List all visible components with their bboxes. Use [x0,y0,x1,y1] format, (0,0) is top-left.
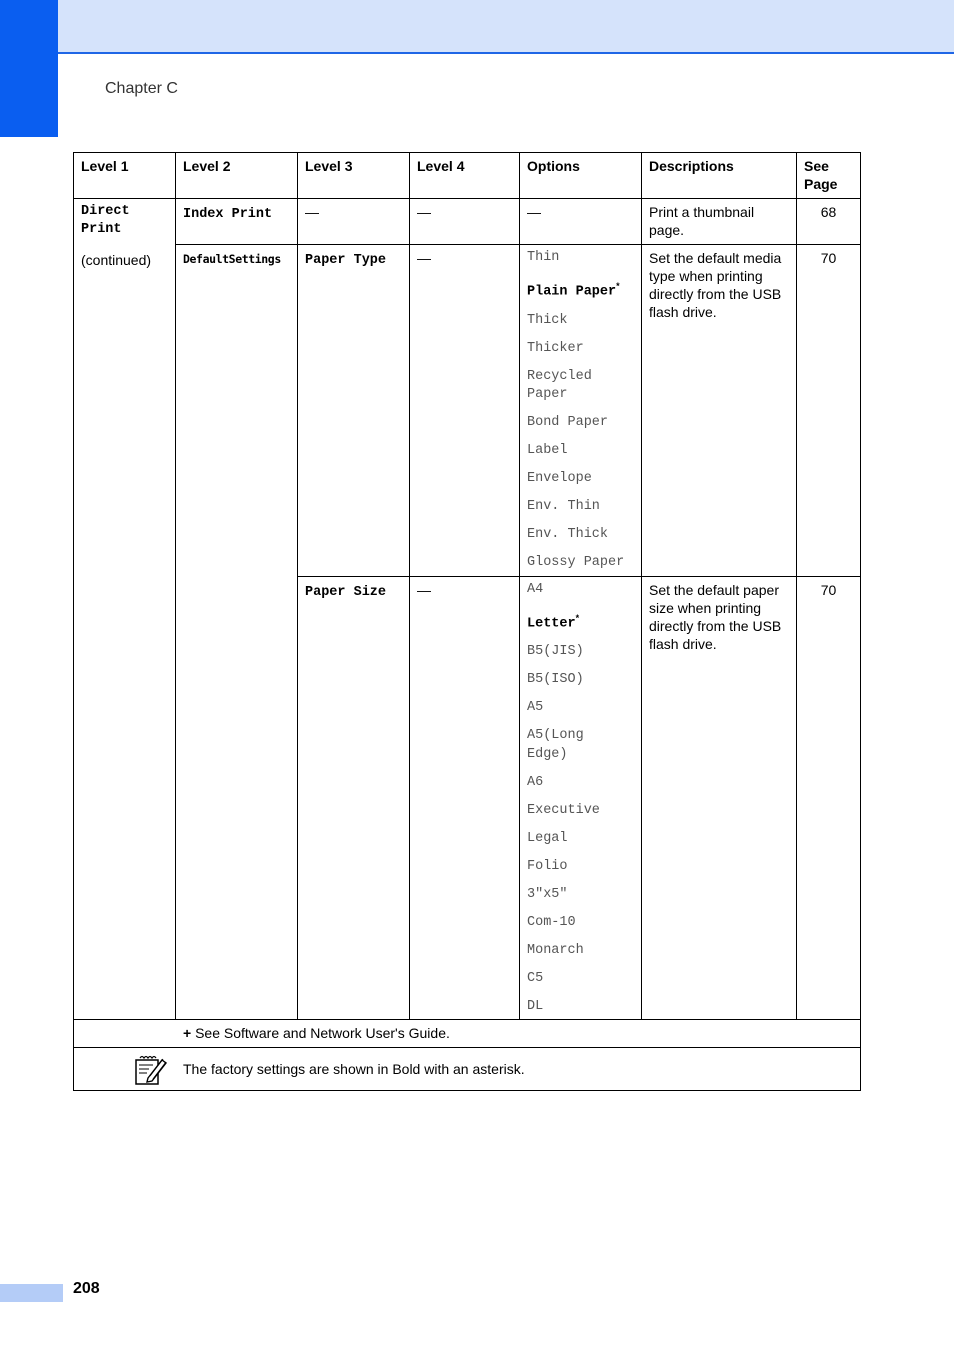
page-number: 208 [73,1280,100,1297]
list-item: Glossy Paper [527,555,625,570]
description-paper-type: Set the default media type when printing directly from the USB flash drive. [642,245,797,577]
page-number-tab [0,1284,63,1302]
list-item: Env. Thin [527,499,600,514]
list-item: A5 [527,700,544,715]
level4-dash: — [410,199,520,245]
list-item: Legal [527,830,568,846]
list-item: A5(Long Edge) [527,728,584,762]
list-item: B5(JIS) [527,644,584,659]
table-row-paper-type [74,245,861,577]
see-page-paper-type: 70 [797,245,861,577]
factory-note-row [74,1048,861,1091]
description-index-print: Print a thumbnail page. [642,199,797,245]
header-level3: Level 3 [298,153,410,199]
level1-line1: Direct [81,204,130,219]
list-item: Thick [527,312,568,328]
header-level4: Level 4 [410,153,520,199]
plus-icon: + [183,1025,192,1041]
level1-line2: Print [81,222,122,237]
list-item: Thin [527,250,560,265]
chapter-color-block [0,0,58,137]
header-level2: Level 2 [176,153,298,199]
list-item: Folio [527,858,568,874]
level1-cell [74,199,176,1020]
see-page-paper-size: 70 [797,576,861,1020]
description-paper-size: Set the default paper size when printing directly from the USB flash drive. [642,576,797,1020]
list-item: A4 [527,581,544,597]
level2-index-print: Index Print [176,199,298,245]
list-item: A6 [527,774,544,790]
header-level1: Level 1 [74,153,176,199]
options-paper-type [520,245,642,577]
settings-menu-table [73,152,861,1091]
factory-settings-note: The factory settings are shown in Bold with an asterisk. [183,1061,525,1077]
list-item: Label [527,443,568,458]
list-item: Com-10 [527,914,576,930]
table-row-index-print [74,199,861,245]
list-item: Monarch [527,942,584,958]
options-paper-size [520,576,642,1020]
header-see-page: See Page [797,153,861,199]
list-item: Thicker [527,340,584,356]
level3-paper-size: Paper Size [298,576,410,1020]
level4-paper-size-dash: — [410,576,520,1020]
note-pencil-icon [134,1054,168,1086]
level1-continued: (continued) [81,252,152,268]
list-item: C5 [527,970,544,986]
list-item: Env. Thick [527,527,609,542]
list-item: Bond Paper [527,415,609,430]
list-item: DL [527,998,544,1014]
list-item: Executive [527,802,600,818]
list-item-default: Letter* [527,612,580,631]
header-options: Options [520,153,642,199]
chapter-label: Chapter C [105,80,178,97]
level4-paper-type-dash: — [410,245,520,577]
header-descriptions: Descriptions [642,153,797,199]
level3-paper-type: Paper Type [298,245,410,577]
table-header-row [74,153,861,199]
reference-note: See Software and Network User's Guide. [195,1025,450,1041]
level2-default-settings: DefaultSettings [176,245,298,1020]
list-item: 3"x5" [527,886,568,902]
see-page-index-print: 68 [797,199,861,245]
level3-dash: — [298,199,410,245]
options-dash: — [520,199,642,245]
list-item: B5(ISO) [527,672,584,687]
list-item: Recycled Paper [527,368,592,402]
reference-note-row [74,1020,861,1048]
list-item-default: Plain Paper* [527,281,620,300]
header-band [58,0,954,54]
list-item: Envelope [527,471,592,486]
